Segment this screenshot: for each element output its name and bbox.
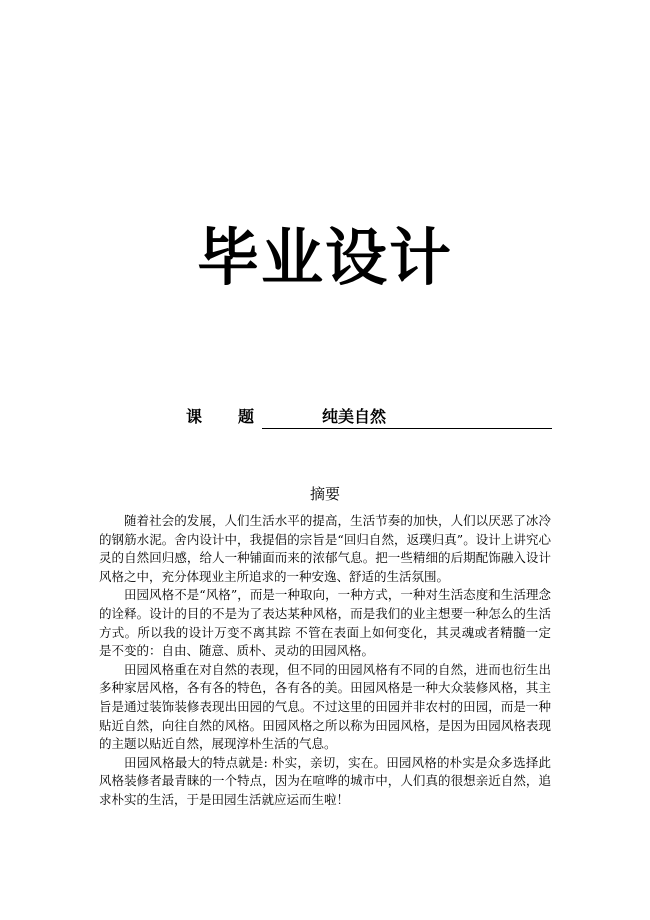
abstract-paragraph: 田园风格最大的特点就是: 朴实，亲切，实在。田园风格的朴实是众多选择此风格装修者最青睐的一个特点，因为在喧哗的城市中，人们真的很想亲近自然，追求朴实的生活，于是田园生活就应运而生啦！ [99, 754, 551, 807]
abstract-body [99, 512, 551, 810]
topic-label-char-1: 课 [186, 407, 203, 426]
topic-value: 纯美自然 [322, 407, 387, 426]
document-title: 毕业设计 [196, 221, 453, 294]
topic-underline [262, 405, 552, 429]
abstract-paragraph: 田园风格不是“风格”，而是一种取向，一种方式，一种对生活态度和生活理念的诠释。设计的目的不是为了表达某种风格，而是我们的业主想要一种怎么的生活方式。所以我的设计万变不离其踪 不管在表面上如何变化，其灵魂或者精髓一定是不变的：自由、随意、质朴、灵动的田园风格。 [99, 587, 551, 659]
abstract-paragraph: 田园风格重在对自然的表现，但不同的田园风格有不同的自然，进而也衍生出多种家居风格，各有各的特色，各有各的美。田园风格是一种大众装修风格，其主旨是通过装饰装修表现出田园的气息。不过这里的田园并非农村的田园，而是一种贴近自然，向往自然的风格。田园风格之所以称为田园风格，是因为田园风格表现的主题以贴近自然，展现淳朴生活的气息。 [99, 661, 551, 752]
abstract-paragraph: 随着社会的发展，人们生活水平的提高，生活节奏的加快，人们以厌恶了冰冷的钢筋水泥。舍内设计中，我提倡的宗旨是“回归自然，返璞归真”。设计上讲究心灵的自然回归感，给人一种铺面而来的浓郁气息。把一些精细的后期配饰融入设计风格之中，充分体现业主所追求的一种安逸、舒适的生活氛围。 [99, 513, 551, 584]
abstract-heading: 摘要 [309, 485, 340, 503]
topic-label-char-2: 题 [238, 407, 255, 426]
